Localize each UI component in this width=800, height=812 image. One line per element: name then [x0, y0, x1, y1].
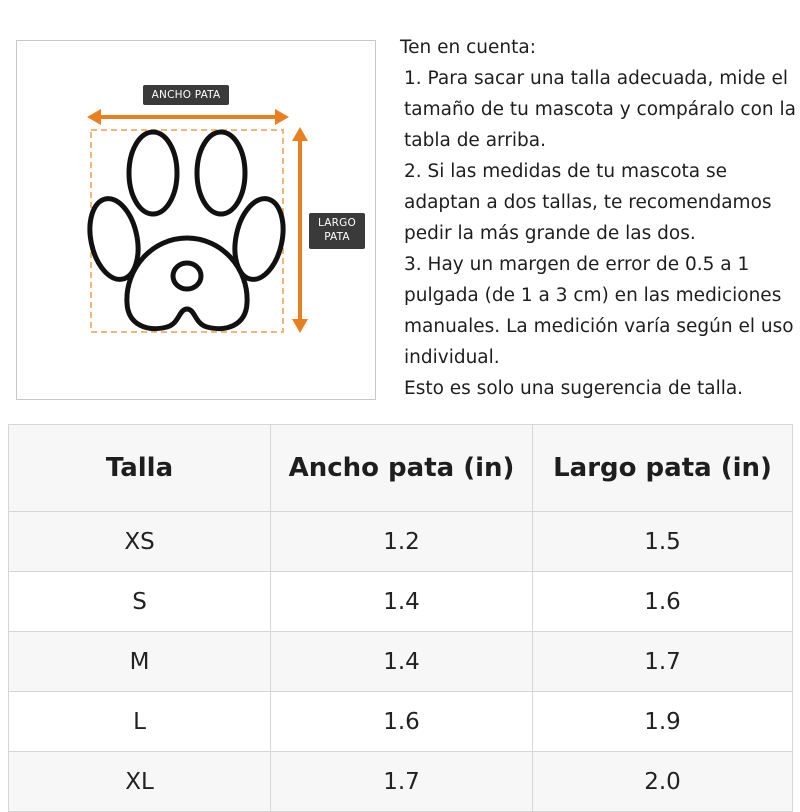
- paw-center-pad: [173, 263, 201, 289]
- paw-bounding-box: [91, 130, 283, 332]
- width-arrow: [87, 109, 289, 125]
- cell-width: 1.2: [271, 512, 533, 572]
- cell-length: 1.9: [533, 692, 793, 752]
- cell-size: L: [9, 692, 271, 752]
- paw-toe-top-left: [129, 132, 177, 214]
- note-item-4: Esto es solo una sugerencia de talla.: [404, 378, 744, 399]
- table-row: [9, 692, 793, 752]
- size-table: [8, 424, 793, 812]
- cell-width: 1.7: [271, 752, 533, 812]
- header-paw-length: Largo pata (in): [533, 425, 793, 512]
- table-header-row: [9, 425, 793, 512]
- cell-length: 1.7: [533, 632, 793, 692]
- width-label: ANCHO PATA: [143, 85, 229, 105]
- cell-size: XS: [9, 512, 271, 572]
- cell-width: 1.4: [271, 572, 533, 632]
- cell-length: 1.6: [533, 572, 793, 632]
- header-paw-width: Ancho pata (in): [271, 425, 533, 512]
- paw-measurement-diagram: [16, 40, 376, 400]
- cell-width: 1.6: [271, 692, 533, 752]
- notes-heading: Ten en cuenta:: [400, 37, 536, 58]
- cell-size: M: [9, 632, 271, 692]
- note-item-1: 1. Para sacar una talla adecuada, mide el tamaño de tu mascota y compáralo con la tabla de arriba.: [404, 68, 796, 151]
- cell-size: XL: [9, 752, 271, 812]
- sizing-notes: [400, 32, 796, 404]
- cell-width: 1.4: [271, 632, 533, 692]
- cell-length: 1.5: [533, 512, 793, 572]
- cell-size: S: [9, 572, 271, 632]
- length-arrow: [292, 127, 308, 333]
- length-label: [309, 213, 365, 249]
- table-row: [9, 512, 793, 572]
- note-item-2: 2. Si las medidas de tu mascota se adaptan a dos tallas, te recomendamos pedir la más grande de las dos.: [404, 161, 772, 244]
- paw-icon: [83, 132, 290, 329]
- table-row: [9, 752, 793, 812]
- table-row: [9, 632, 793, 692]
- table-row: [9, 572, 793, 632]
- length-label-line1: LARGO: [318, 217, 356, 229]
- paw-main-pad: [127, 238, 247, 329]
- header-size: Talla: [9, 425, 271, 512]
- length-label-line2: PATA: [324, 231, 350, 243]
- note-item-3: 3. Hay un margen de error de 0.5 a 1 pulgada (de 1 a 3 cm) en las mediciones manuales. La medición varía según el uso individual.: [404, 254, 794, 368]
- cell-length: 2.0: [533, 752, 793, 812]
- paw-toe-top-right: [197, 132, 245, 214]
